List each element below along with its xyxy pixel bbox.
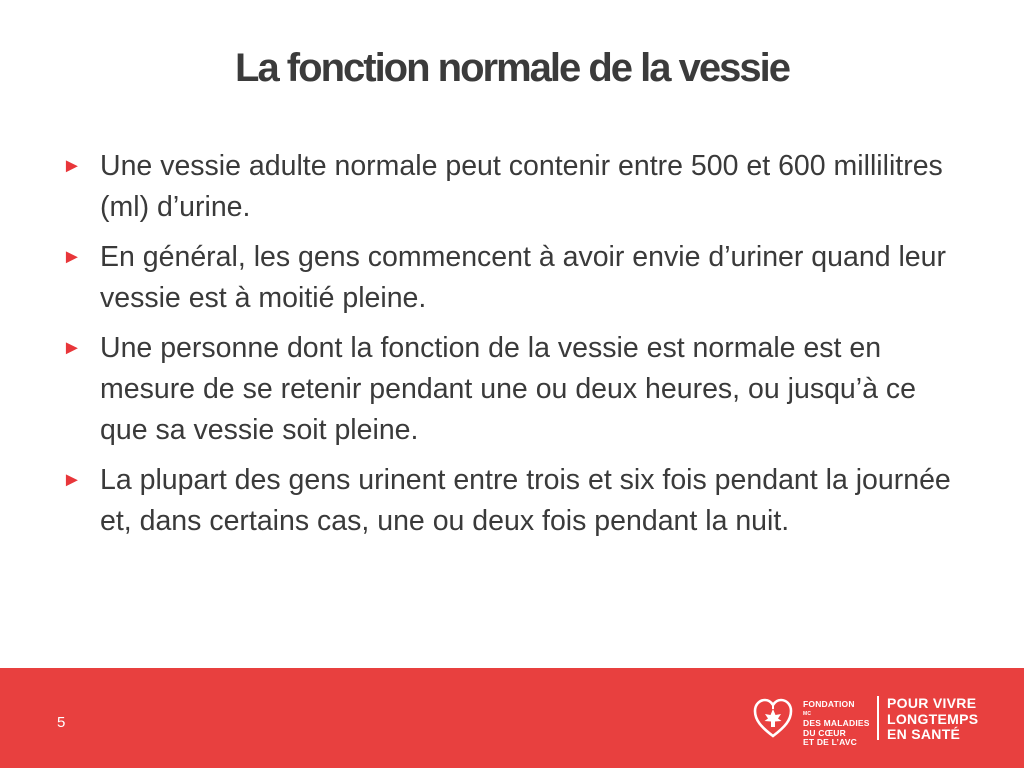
bullet-item [60,328,970,451]
bullet-text: Une personne dont la fonction de la vessie est normale est en mesure de se retenir pendant une ou deux heures, ou jusqu’à ce que sa vessie soit pleine. [100,332,916,446]
bullet-item [60,237,970,319]
bullet-list [60,146,970,551]
heart-torch-icon [753,696,793,740]
bullet-text: En général, les gens commencent à avoir envie d’uriner quand leur vessie est à moitié pleine. [100,241,946,314]
page-number: 5 [57,714,66,731]
bullet-arrow-icon: ► [62,337,82,359]
logo-divider [877,696,879,740]
bullet-item [60,460,970,542]
logo-tagline: POUR VIVRE LONGTEMPS EN SANTÉ [887,695,979,742]
bullet-arrow-icon: ► [62,469,82,491]
bullet-text: La plupart des gens urinent entre trois et six fois pendant la journée et, dans certains cas, une ou deux fois pendant la nuit. [100,464,951,537]
bullet-arrow-icon: ► [62,155,82,177]
footer-band [0,668,1024,768]
slide-title: La fonction normale de la vessie [235,46,789,90]
bullet-text: Une vessie adulte normale peut contenir entre 500 et 600 millilitres (ml) d’urine. [100,150,943,223]
bullet-arrow-icon: ► [62,246,82,268]
foundation-name: FONDATION MC DES MALADIES DU CŒUR ET DE L’AVC [803,699,870,747]
bullet-item [60,146,970,228]
